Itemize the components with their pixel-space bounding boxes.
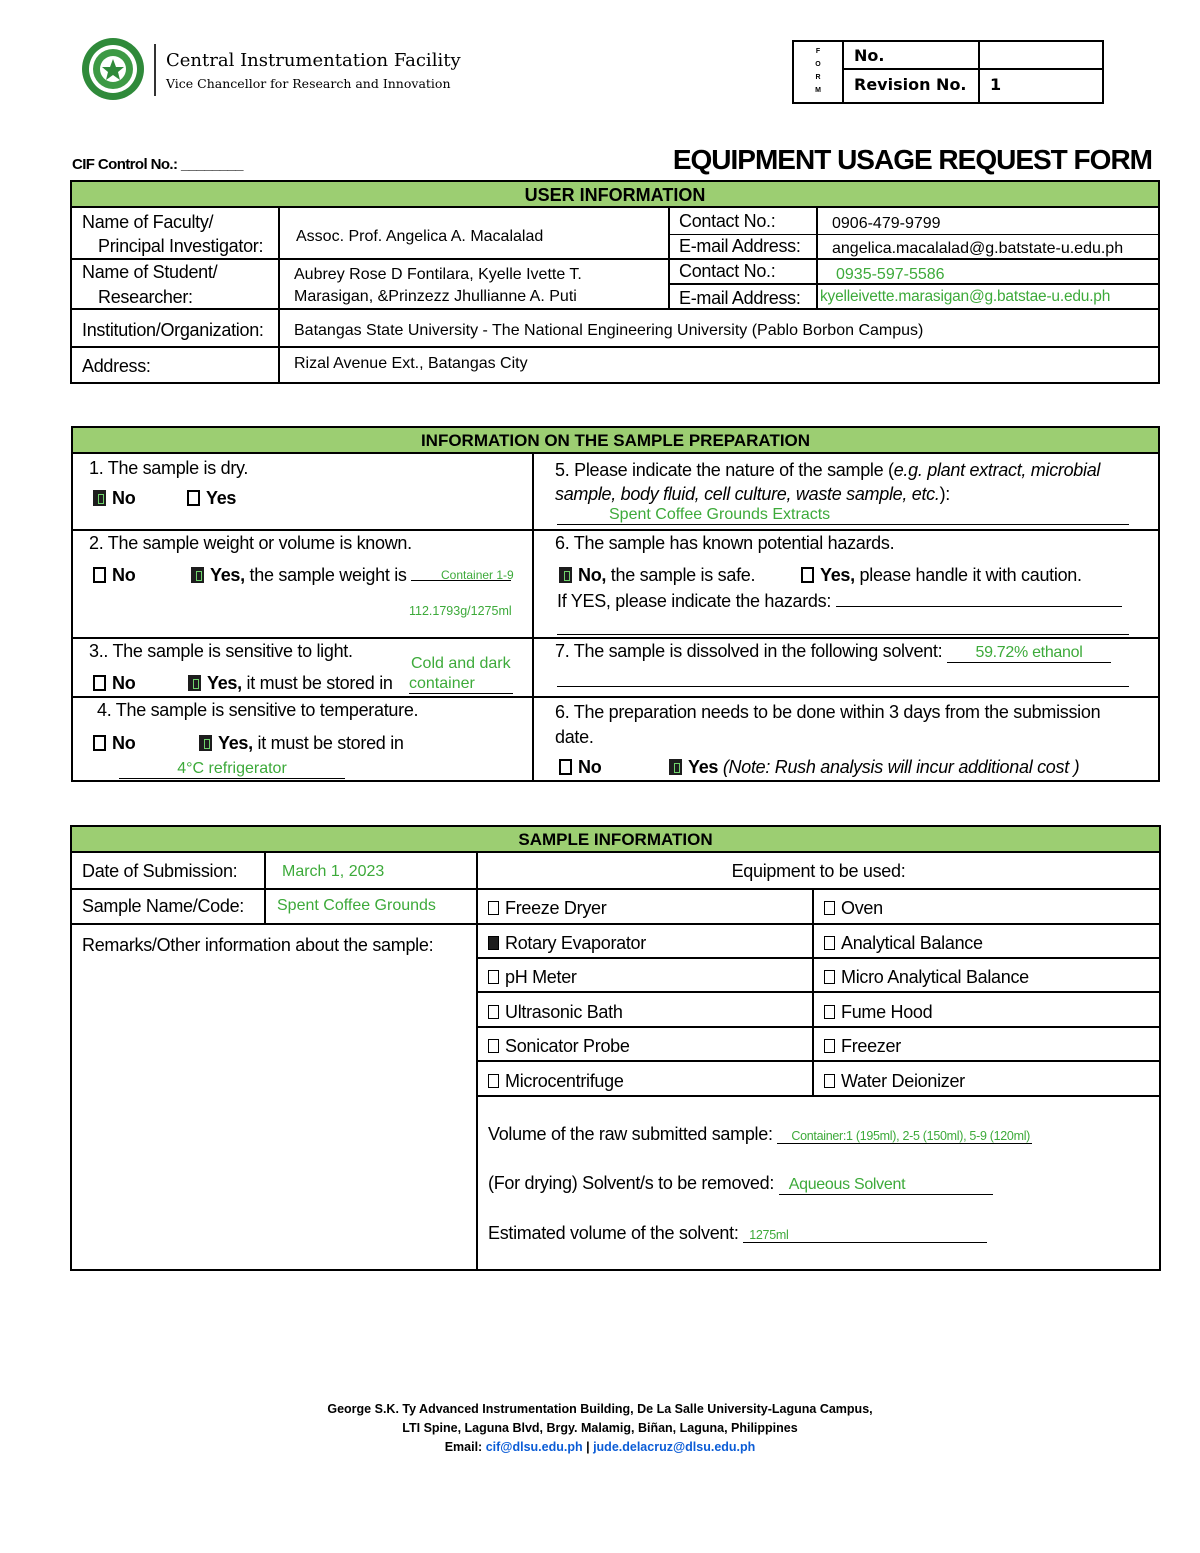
equip-oven[interactable] — [824, 898, 883, 919]
footer-email-label: Email: — [444, 1440, 486, 1454]
q8-no-label: No — [578, 757, 602, 777]
date-label: Date of Submission: — [82, 861, 238, 881]
equip-label: Sonicator Probe — [505, 1036, 630, 1056]
faculty-email-field[interactable]: angelica.macalalad@g.batstate-u.edu.ph — [832, 240, 1124, 257]
footer-address-line2: LTI Spine, Laguna Blvd, Brgy. Malamig, Biñan, Laguna, Philippines — [402, 1421, 798, 1435]
q2-fill-value-1[interactable]: Container 1-9 — [441, 568, 514, 582]
volume-row — [488, 1124, 1032, 1145]
q4-yes-option[interactable] — [199, 733, 404, 754]
footer-address-line1: George S.K. Ty Advanced Instrumentation Building, De La Salle University-Laguna Campus, — [327, 1402, 873, 1416]
equip-label: Fume Hood — [841, 1002, 933, 1022]
checkbox-icon[interactable] — [488, 1074, 499, 1088]
q3-fill-value-2[interactable]: container — [409, 675, 513, 694]
sample-name-label: Sample Name/Code: — [82, 896, 244, 916]
h-divider — [72, 888, 1159, 890]
student-names-field[interactable] — [294, 264, 582, 308]
org-name: Central Instrumentation Facility — [166, 50, 461, 71]
q3-yes-tail: it must be stored in — [241, 673, 393, 693]
faculty-contact-field[interactable]: 0906-479-9799 — [832, 215, 941, 232]
faculty-contact-label: Contact No.: — [679, 211, 776, 231]
q6-hazards-line2[interactable] — [557, 634, 1129, 635]
q4-yes-tail: it must be stored in — [252, 733, 404, 753]
equip-sonicator-probe[interactable] — [488, 1036, 630, 1057]
h-divider — [72, 308, 1158, 310]
equip-label: Microcentrifuge — [505, 1071, 624, 1091]
q5-line2 — [555, 482, 1100, 506]
header-divider — [154, 44, 156, 96]
q2-no-option[interactable] — [93, 565, 135, 586]
q8-text — [555, 700, 1100, 750]
h-divider — [476, 991, 1159, 993]
student-email-field[interactable]: kyelleivette.marasigan@g.batstae-u.edu.ph — [820, 288, 1111, 305]
q6-text: 6. The sample has known potential hazards. — [555, 533, 895, 553]
q7-label: 7. The sample is dissolved in the following solvent: — [555, 641, 947, 661]
checkbox-icon[interactable] — [824, 936, 835, 950]
checkbox-checked-icon[interactable] — [669, 759, 682, 775]
q2-no-label: No — [112, 565, 136, 585]
q6-hazards-prompt — [557, 591, 1122, 612]
q2-fill-value-2[interactable]: 112.1793g/1275ml — [409, 604, 512, 618]
equip-label: pH Meter — [505, 967, 577, 987]
faculty-name-field[interactable]: Assoc. Prof. Angelica A. Macalalad — [296, 228, 544, 245]
q5-text — [555, 458, 1100, 506]
v-divider — [532, 454, 534, 780]
org-subtitle: Vice Chancellor for Research and Innovation — [166, 76, 451, 91]
q6-no-label: No, — [578, 565, 607, 585]
h-divider — [668, 283, 1158, 285]
q1-text: 1. The sample is dry. — [89, 458, 249, 478]
equip-label: Oven — [841, 898, 883, 918]
user-information-table — [70, 180, 1160, 384]
h-divider — [476, 1095, 1159, 1097]
checkbox-icon[interactable] — [93, 735, 106, 751]
cif-control-number: CIF Control No.: ________ — [72, 156, 243, 173]
equip-label: Analytical Balance — [841, 933, 983, 953]
v-divider — [278, 208, 280, 382]
form-letters — [794, 42, 844, 102]
checkbox-checked-icon[interactable] — [199, 735, 212, 751]
checkbox-checked-icon[interactable] — [188, 675, 201, 691]
equip-label: Water Deionizer — [841, 1071, 965, 1091]
no-value — [980, 42, 1102, 70]
checkbox-icon[interactable] — [488, 970, 499, 984]
checkbox-checked-icon[interactable] — [191, 567, 204, 583]
institution-label: Institution/Organization: — [82, 320, 264, 340]
q6-hazards-input[interactable] — [836, 606, 1122, 607]
checkbox-icon[interactable] — [824, 1039, 835, 1053]
sample-name-field[interactable]: Spent Coffee Grounds — [277, 897, 436, 914]
q8-note: (Note: Rush analysis will incur additional cost ) — [718, 757, 1080, 777]
checkbox-icon[interactable] — [93, 567, 106, 583]
equip-label: Ultrasonic Bath — [505, 1002, 623, 1022]
equip-fume-hood[interactable] — [824, 1002, 932, 1023]
q3-no-label: No — [112, 673, 136, 693]
student-email-label: E-mail Address: — [679, 288, 801, 308]
volume-field[interactable]: Container:1 (195ml), 2-5 (150ml), 5-9 (120ml) — [777, 1129, 1032, 1144]
q5-text-b: ): — [939, 484, 950, 504]
checkbox-icon[interactable] — [488, 1005, 499, 1019]
checkbox-icon[interactable] — [559, 759, 572, 775]
faculty-label — [82, 210, 263, 258]
faculty-label-line2: Principal Investigator: — [98, 236, 264, 256]
q6-no-option[interactable] — [559, 565, 755, 586]
q4-yes-label: Yes, — [218, 733, 253, 753]
checkbox-checked-icon[interactable] — [559, 567, 572, 583]
form-letter: M — [815, 87, 821, 94]
q6-yes-label: Yes, — [820, 565, 855, 585]
equip-water-deionizer[interactable] — [824, 1071, 965, 1092]
student-label-line2: Researcher: — [98, 287, 193, 307]
checkbox-icon[interactable] — [824, 970, 835, 984]
equip-ph-meter[interactable] — [488, 967, 577, 988]
revision-value: 1 — [990, 75, 1002, 94]
h-divider — [72, 923, 1159, 925]
checkbox-icon[interactable] — [801, 567, 814, 583]
q6-yes-tail: please handle it with caution. — [854, 565, 1082, 585]
checkbox-icon[interactable] — [488, 901, 499, 915]
equip-ultrasonic-bath[interactable] — [488, 1002, 623, 1023]
h-divider — [668, 234, 1158, 235]
h-divider — [476, 1026, 1159, 1028]
equip-freeze-dryer[interactable] — [488, 898, 606, 919]
checkbox-checked-icon[interactable] — [488, 936, 499, 950]
user-info-header: USER INFORMATION — [72, 182, 1158, 208]
q7-line2[interactable] — [557, 686, 1129, 687]
student-names-line1: Aubrey Rose D Fontilara, Kyelle Ivette T. — [294, 266, 582, 283]
remarks-label: Remarks/Other information about the sample: — [82, 935, 434, 955]
revision-label: Revision No. — [844, 70, 980, 102]
est-volume-field[interactable]: 1275ml — [743, 1228, 987, 1243]
q3-fill-value-1[interactable]: Cold and dark — [411, 655, 511, 672]
equip-label: Freezer — [841, 1036, 901, 1056]
address-label: Address: — [82, 356, 151, 376]
equip-micro-analytical-balance[interactable] — [824, 967, 1029, 988]
checkbox-icon[interactable] — [824, 1074, 835, 1088]
h-divider — [476, 1060, 1159, 1062]
form-letter: R — [815, 74, 821, 81]
footer — [0, 1400, 1200, 1457]
university-seal — [78, 36, 148, 102]
solvent-row — [488, 1173, 993, 1195]
q2-text: 2. The sample weight or volume is known. — [89, 533, 412, 553]
solvent-field[interactable]: Aqueous Solvent — [779, 1176, 993, 1195]
checkbox-icon[interactable] — [187, 490, 200, 506]
equip-analytical-balance[interactable] — [824, 933, 983, 954]
volume-label: Volume of the raw submitted sample: — [488, 1124, 778, 1144]
q3-yes-label: Yes, — [207, 673, 242, 693]
sample-prep-header: INFORMATION ON THE SAMPLE PREPARATION — [73, 428, 1158, 454]
q3-no-option[interactable] — [93, 673, 135, 694]
sample-preparation-table — [71, 426, 1160, 782]
solvent-label: (For drying) Solvent/s to be removed: — [488, 1173, 779, 1193]
student-contact-label: Contact No.: — [679, 261, 776, 281]
q3-text: 3.. The sample is sensitive to light. — [89, 641, 353, 661]
student-label-line1: Name of Student/ — [82, 262, 218, 282]
form-letter: F — [815, 48, 821, 55]
h-divider — [73, 696, 1158, 698]
q8-line2: date. — [555, 727, 594, 747]
q1-no-label: No — [112, 488, 136, 508]
email-link-cif[interactable]: cif@dlsu.edu.ph — [485, 1440, 583, 1454]
checkbox-checked-icon[interactable] — [93, 490, 106, 506]
h-divider — [73, 529, 1158, 531]
h-divider — [72, 258, 1158, 260]
q5-text-a: 5. Please indicate the nature of the sample ( — [555, 460, 894, 480]
est-volume-row — [488, 1223, 987, 1244]
h-divider — [72, 346, 1158, 348]
footer-email-line — [0, 1438, 1200, 1457]
checkbox-icon[interactable] — [488, 1039, 499, 1053]
address-field[interactable]: Rizal Avenue Ext., Batangas City — [294, 355, 528, 372]
checkbox-icon[interactable] — [824, 901, 835, 915]
institution-field[interactable]: Batangas State University - The National Engineering University (Pablo Borbon Campus) — [294, 322, 924, 339]
footer-separator: | — [582, 1440, 594, 1454]
student-contact-field[interactable]: 0935-597-5586 — [836, 266, 945, 283]
q4-fill-value[interactable]: 4°C refrigerator — [119, 760, 345, 779]
q5-line1 — [555, 458, 1100, 482]
date-field[interactable]: March 1, 2023 — [282, 863, 385, 880]
student-label — [82, 260, 217, 310]
email-link-jude[interactable]: jude.delacruz@dlsu.edu.ph — [593, 1440, 756, 1454]
q3-yes-option[interactable] — [188, 673, 393, 694]
q2-yes-label: Yes, — [210, 565, 245, 585]
no-label: No. — [844, 42, 980, 70]
q4-no-option[interactable] — [93, 733, 135, 754]
h-divider — [476, 957, 1159, 959]
q4-text: 4. The sample is sensitive to temperature. — [97, 700, 419, 720]
form-title: EQUIPMENT USAGE REQUEST FORM — [672, 144, 1152, 175]
q8-yes-label: Yes — [688, 757, 719, 777]
q8-no-option[interactable] — [559, 757, 601, 778]
q1-yes-option[interactable] — [187, 488, 236, 509]
equip-freezer[interactable] — [824, 1036, 901, 1057]
checkbox-icon[interactable] — [93, 675, 106, 691]
faculty-label-line1: Name of Faculty/ — [82, 212, 214, 232]
q6-no-tail: the sample is safe. — [606, 565, 756, 585]
faculty-email-label: E-mail Address: — [679, 236, 801, 256]
q8-line1: 6. The preparation needs to be done within 3 days from the submission — [555, 702, 1101, 722]
equip-label: Freeze Dryer — [505, 898, 607, 918]
est-volume-label: Estimated volume of the solvent: — [488, 1223, 744, 1243]
q2-yes-tail: the sample weight is — [244, 565, 412, 585]
q1-no-option[interactable] — [93, 488, 135, 509]
q5-italic-1: e.g. plant extract, microbial — [893, 460, 1101, 480]
form-letter: O — [815, 61, 821, 68]
q6-if-text: If YES, please indicate the hazards: — [557, 591, 836, 611]
q7-text — [555, 641, 1111, 663]
q5-fill-value[interactable]: Spent Coffee Grounds Extracts — [557, 506, 1129, 525]
checkbox-icon[interactable] — [824, 1005, 835, 1019]
equip-microcentrifuge[interactable] — [488, 1071, 624, 1092]
q6-yes-option[interactable] — [801, 565, 1082, 586]
q5-italic-2: sample, body fluid, cell culture, waste sample, etc. — [555, 484, 940, 504]
h-divider — [73, 637, 1158, 639]
equip-rotary-evaporator[interactable] — [488, 933, 646, 954]
equip-label: Rotary Evaporator — [505, 933, 646, 953]
equipment-header: Equipment to be used: — [731, 861, 906, 881]
q8-yes-option[interactable] — [669, 757, 1079, 778]
sample-information-table — [70, 825, 1161, 1271]
form-number-box — [792, 40, 1104, 104]
q1-yes-label: Yes — [206, 488, 237, 508]
q4-no-label: No — [112, 733, 136, 753]
student-names-line2: Marasigan, &Prinzezz Jhullianne A. Puti — [294, 288, 577, 305]
sample-info-header: SAMPLE INFORMATION — [72, 827, 1159, 853]
equip-label: Micro Analytical Balance — [841, 967, 1029, 987]
q7-fill-value[interactable]: 59.72% ethanol — [947, 644, 1111, 663]
